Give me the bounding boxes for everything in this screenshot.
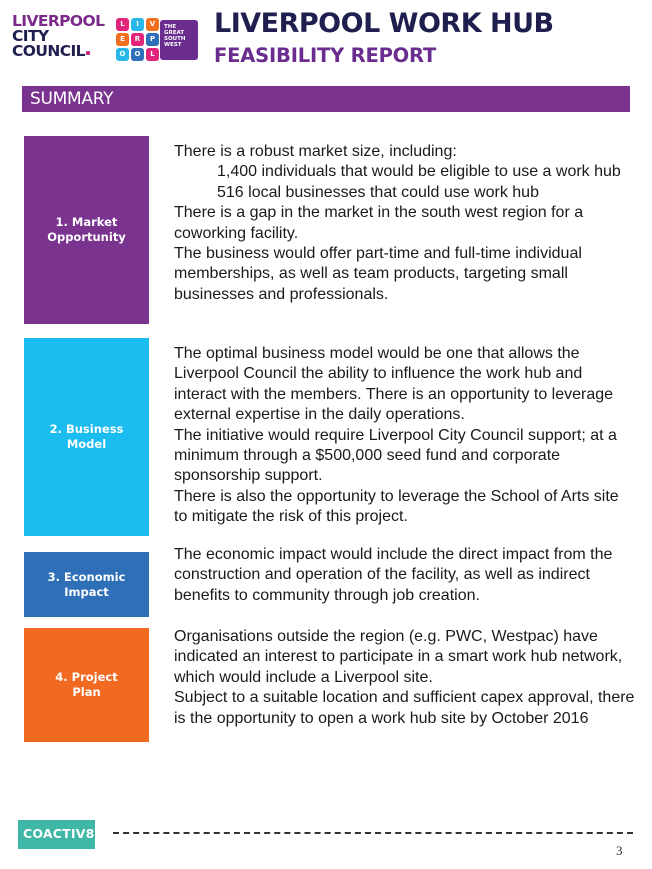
coactiv8-logo [18, 820, 95, 849]
paragraph: The initiative would require Liverpool City Council support; at a minimum through a $500,000 seed fund and corporate sponsorship support. [174, 426, 617, 485]
paragraph: The economic impact would include the direct impact from the construction and operation of the facility, as well as indirect benefits to community through job creation. [174, 546, 613, 604]
section-box-business-model [24, 338, 149, 536]
summary-banner [22, 86, 630, 112]
section-text-business-model [174, 344, 636, 528]
liv-letter: E [116, 33, 129, 46]
paragraph: There is also the opportunity to leverage the School of Arts site to mitigate the risk of this project. [174, 487, 619, 526]
page-subtitle: FEASIBILITY REPORT [214, 44, 437, 67]
council-logo-line: COUNCIL [12, 42, 85, 60]
great-south-west-logo [116, 18, 198, 62]
paragraph: The optimal business model would be one that allows the Liverpool Council the ability to influence the work hub and interact with the members. There is an opportunity to leverage external expertise in the daily operations. [174, 345, 614, 424]
badge-text: THE GREAT SOUTH WEST [164, 24, 186, 48]
liv-letter: R [131, 33, 144, 46]
section-label: 3. Economic Impact [47, 569, 126, 599]
great-south-west-badge [160, 20, 198, 60]
liv-letter-grid [116, 18, 160, 62]
council-logo-line: LIVERPOOL [12, 12, 105, 30]
section-text-market-opportunity [174, 142, 636, 305]
liv-letter: L [146, 48, 159, 61]
paragraph: Organisations outside the region (e.g. PWC, Westpac) have indicated an interest to participate in a smart work hub network, which would include a Liverpool site. [174, 628, 623, 686]
liv-letter: P [146, 33, 159, 46]
section-label: 1. Market Opportunity [47, 215, 126, 244]
liverpool-city-council-logo [12, 14, 110, 59]
section-box-market-opportunity [24, 136, 149, 324]
footer-divider [113, 832, 633, 834]
liv-letter: O [116, 48, 129, 61]
section-label: 4. Project Plan [55, 670, 118, 699]
paragraph: 1,400 individuals that would be eligible to use a work hub [217, 163, 621, 181]
paragraph: The business would offer part-time and full-time individual memberships, as well as team products, targeting small businesses and professionals. [174, 245, 582, 303]
section-box-project-plan [24, 628, 149, 742]
summary-label: SUMMARY [30, 89, 114, 109]
liv-letter: L [116, 18, 129, 31]
page-number: 3 [616, 843, 623, 858]
liv-letter: O [131, 48, 144, 61]
logo-dot-icon [86, 51, 90, 55]
council-logo-line: CITY [12, 27, 49, 45]
paragraph: 516 local businesses that could use work hub [217, 183, 539, 201]
footer-logo-text: COACTIV8 [23, 826, 95, 841]
paragraph: There is a robust market size, including: [174, 143, 457, 160]
liv-letter: V [146, 18, 159, 31]
liv-letter: I [131, 18, 144, 31]
section-box-economic-impact [24, 552, 149, 617]
page-title: LIVERPOOL WORK HUB [214, 8, 554, 39]
paragraph: Subject to a suitable location and sufficient capex approval, there is the opportunity to open a work hub site by October 2016 [174, 689, 635, 727]
section-text-economic-impact [174, 545, 636, 606]
paragraph: There is a gap in the market in the south west region for a coworking facility. [174, 204, 584, 242]
section-label: 2. Business Model [49, 422, 124, 451]
section-text-project-plan [174, 627, 636, 729]
